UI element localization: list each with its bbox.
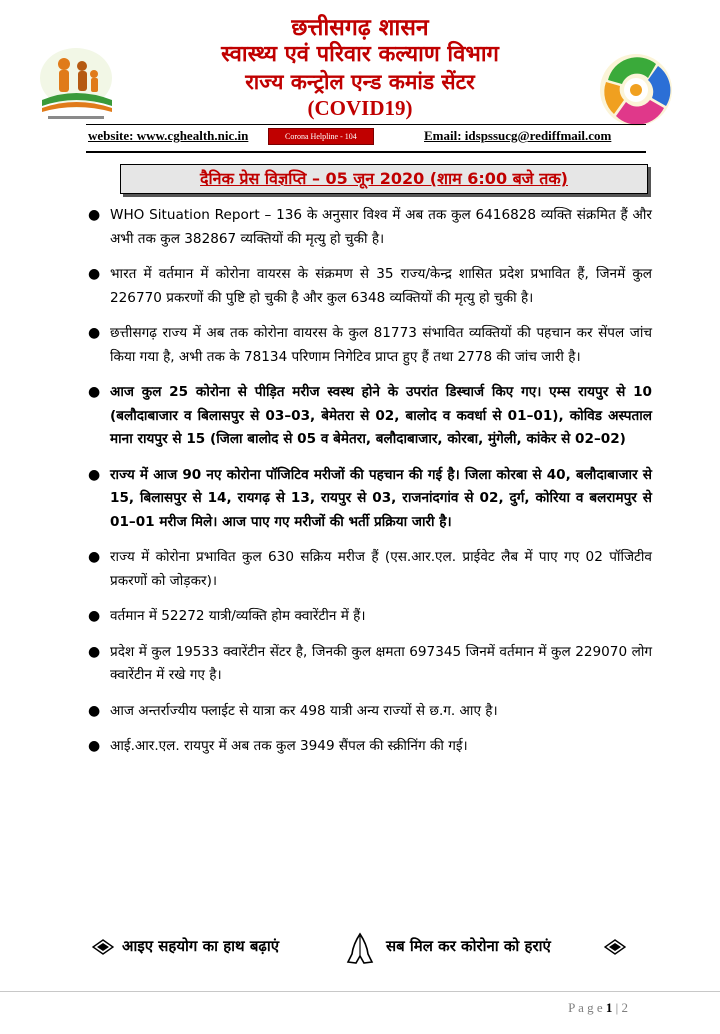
list-item (86, 605, 652, 629)
bullet-text: राज्य में कोरोना प्रभावित कुल 630 सक्रिय मरीज हैं (एस.आर.एल. प्राईवेट लैब में पाए गए 02 पॉजिटीव प्रकरणों को जोड़कर)। (110, 549, 652, 589)
bullet-icon: ● (88, 325, 101, 341)
page-current: 1 (605, 1000, 613, 1015)
bullet-icon: ● (88, 643, 101, 660)
list-item (86, 322, 652, 369)
department-name: स्वास्थ्य एवं परिवार कल्याण विभाग (221, 41, 499, 67)
header-bottom-rule (86, 151, 646, 153)
diamond-icon (92, 939, 114, 955)
list-item (86, 700, 652, 724)
page-separator: | (615, 1000, 619, 1015)
list-item (86, 641, 652, 688)
control-center-name: राज्य कन्ट्रोल एन्ड कमांड सेंटर (245, 69, 475, 94)
bullet-icon: ● (88, 738, 101, 754)
bullet-icon: ● (88, 608, 101, 624)
bullet-text: राज्य में आज 90 नए कोरोना पॉजिटिव मरीजों की पहचान की गई है। जिला कोरबा से 40, बलौदाबाजार से 15, बिलासपुर से 14, रायगढ़ से 13, रायपुर से 03, राजनांदगांव से 02, दुर्ग, कोरिया व बलरामपुर से 01–01 मरीज मिले। आज पाए गए मरीजों की भर्ती प्रक्रिया जारी है। (110, 466, 652, 530)
folded-hands-icon (342, 932, 378, 966)
letterhead (0, 14, 720, 121)
slogan-left: आइए सहयोग का हाथ बढ़ाएं (122, 937, 280, 955)
header-top-rule (86, 124, 646, 125)
bullet-text: आज अन्तर्राज्यीय फ्लाईट से यात्रा कर 498 यात्री अन्य राज्यों से छ.ग. आए है। (110, 702, 498, 719)
slogan-right: सब मिल कर कोरोना को हराएं (386, 937, 551, 955)
email-link[interactable]: Email: idspssucg@rediffmail.com (424, 128, 612, 143)
page-label: P a g e (568, 1000, 603, 1015)
bullet-text: WHO Situation Report – 136 के अनुसार विश्व में अब तक कुल 6416828 व्यक्ति संक्रमित हैं और अभी तक कुल 382867 व्यक्तियों की मृत्यु हो चुकी है। (110, 207, 652, 247)
contact-row (88, 126, 648, 148)
bullet-icon: ● (88, 702, 101, 719)
bullet-text: वर्तमान में 52272 यात्री/व्यक्ति होम क्वारेंटीन में हैं। (110, 608, 366, 624)
bullet-icon: ● (88, 549, 101, 565)
list-item (86, 263, 652, 310)
list-item (86, 204, 652, 251)
bullet-text: आई.आर.एल. रायपुर में अब तक कुल 3949 सैंपल की स्क्रीनिंग की गई। (110, 738, 468, 754)
bullet-text: भारत में वर्तमान में कोरोना वायरस के संक्रमण से 35 राज्य/केन्द्र शासित प्रदेश प्रभावित हैं, जिनमें कुल 226770 प्रकरणों की पुष्टि हो चुकी है और कुल 6348 व्यक्तियों की मृत्यु हो चुकी है। (110, 266, 652, 306)
government-name: छत्तीसगढ़ शासन (291, 14, 429, 41)
bullet-text: आज कुल 25 कोरोना से पीड़ित मरीज स्वस्थ होने के उपरांत डिस्चार्ज किए गए। एम्स रायपुर से 10 (बलौदाबाजार व बिलासपुर से 03–03, बेमेतरा से 02, बालोद व कवर्धा से 01–01), कोविड अस्पताल माना रायपुर से 15 (जिला बालोद से 05 व बेमेतरा, बलौदाबाजार, कोरबा, मुंगेली, कांकेर से 02–02) (110, 384, 652, 447)
website-link[interactable]: website: www.cghealth.nic.in (88, 128, 249, 143)
list-item (86, 381, 652, 452)
bullet-icon: ● (88, 466, 101, 483)
helpline-badge: Corona Helpline - 104 (268, 128, 374, 145)
bullet-icon: ● (88, 207, 101, 223)
press-release-title-box (120, 164, 648, 194)
covid-label: (COVID19) (307, 96, 413, 120)
bullet-text: छत्तीसगढ़ राज्य में अब तक कोरोना वायरस के कुल 81773 संभावित व्यक्तियों की पहचान कर सेंपल जांच किया गया है, अभी तक के 78134 परिणाम निगेटिव प्राप्त हुए हैं तथा 2778 की जांच जारी है। (110, 325, 652, 365)
list-item (86, 735, 652, 759)
bullet-icon: ● (88, 266, 101, 282)
list-item (86, 546, 652, 593)
page-total: 2 (621, 1000, 628, 1015)
list-item (86, 464, 652, 535)
slogan-row (92, 932, 632, 966)
page-number (568, 1000, 628, 1016)
bullet-icon: ● (88, 384, 101, 400)
press-release-title: दैनिक प्रेस विज्ञप्ति – 05 जून 2020 (शाम 6:00 बजे तक) (200, 169, 568, 188)
footer-rule (0, 991, 720, 992)
diamond-icon (604, 939, 626, 955)
bullet-text: प्रदेश में कुल 19533 क्वारेंटीन सेंटर है, जिनकी कुल क्षमता 697345 जिनमें वर्तमान में कुल 229070 लोग क्वारेंटीन में रखे गए है। (110, 643, 652, 683)
bullet-list (86, 204, 652, 771)
